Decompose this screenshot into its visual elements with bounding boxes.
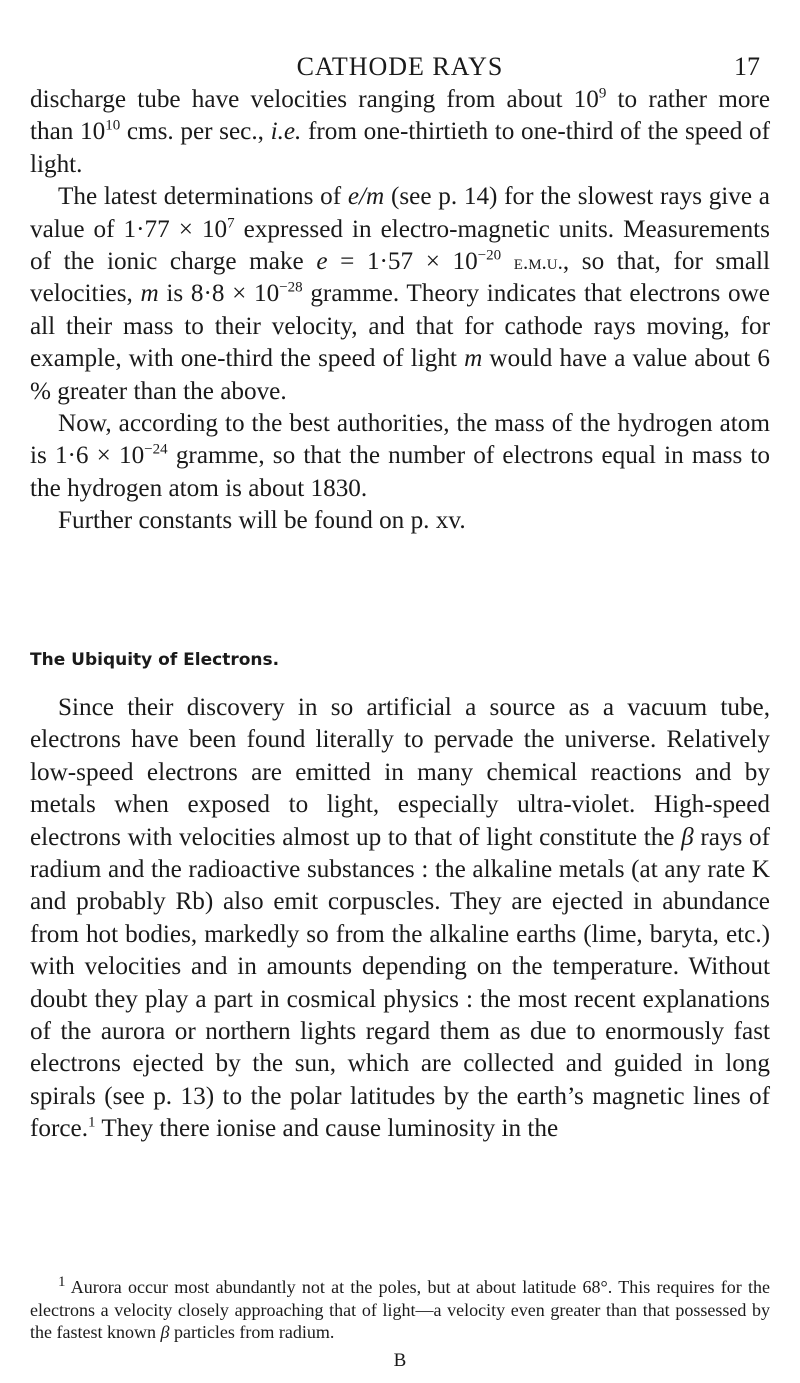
footnote: $^1$ Aurora occur most abundantly not at the poles, but at about latitude 68°. This requires for the electrons a velocity closely approaching that of light—a velocity even greater than that possessed by the fastest known β particles from radium.: [30, 1274, 770, 1342]
paragraph-ubiquity: Since their discovery in so artificial a source as a vacuum tube, electrons have been found literally to pervade the universe. Relatively low-speed electrons are emitted in many chemical reactions and by metals when exposed to light, especially ultra-violet. High-speed electrons with velocities almost up to that of light constitute the β rays of radium and the radioactive substances : the alkaline metals (at any rate K and probably Rb) also emit corpuscles. They are ejected in abundance from hot bodies, markedly so from the alkaline earths (lime, baryta, etc.) with velocities and in amounts depending on the temperature. Without doubt they play a part in cosmical physics : the most recent explanations of the aurora or northern lights regard them as due to enormously fast electrons ejected by the sun, which are collected and guided in long spirals (see p. 13) to the polar latitudes by the earth’s magnetic lines of force.$^1$ They there ionise and cause luminosity in the: [30, 694, 770, 1143]
signature-mark: B: [393, 1350, 407, 1371]
page-number: 17: [734, 52, 760, 81]
paragraph-velocities: discharge tube have velocities ranging from about $10^9$ to rather more than $10^{10}$ cms. per sec., i.e. from one-thirtieth to one-third of the speed of light.: [30, 85, 770, 178]
section-heading: The Ubiquity of Electrons.: [30, 650, 280, 670]
paragraph-further-constants: Further constants will be found on p. xv.: [58, 507, 466, 535]
section-body: [30, 692, 770, 1146]
running-title: CATHODE RAYS: [296, 52, 504, 81]
footnote-reference: 1: [88, 1114, 96, 1131]
page-body: [30, 84, 770, 538]
paragraph-hydrogen-mass: Now, according to the best authorities, the mass of the hydrogen atom is $1\cdot 6 \times 10^{-24}$ gramme, so that the number of electrons equal in mass to the hydrogen atom is about 1830.: [30, 410, 770, 502]
footnote-mark: 1: [58, 1274, 66, 1290]
paragraph-determinations: The latest determinations of e/m (see p. 14) for the slowest rays give a value of $1\cdot 77 \times 10^7$ expressed in electro-magnetic units. Measurements of the ionic charge make $e = 1\cdot 57 \times 10^{-20}$ e.m.u., so that, for small velocities, m is $8\cdot 8 \times 10^{-28}$ gramme. Theory indicates that electrons owe all their mass to their velocity, and that for cathode rays moving, for example, with one-third the speed of light m would have a value about 6 % greater than the above.: [30, 183, 770, 405]
